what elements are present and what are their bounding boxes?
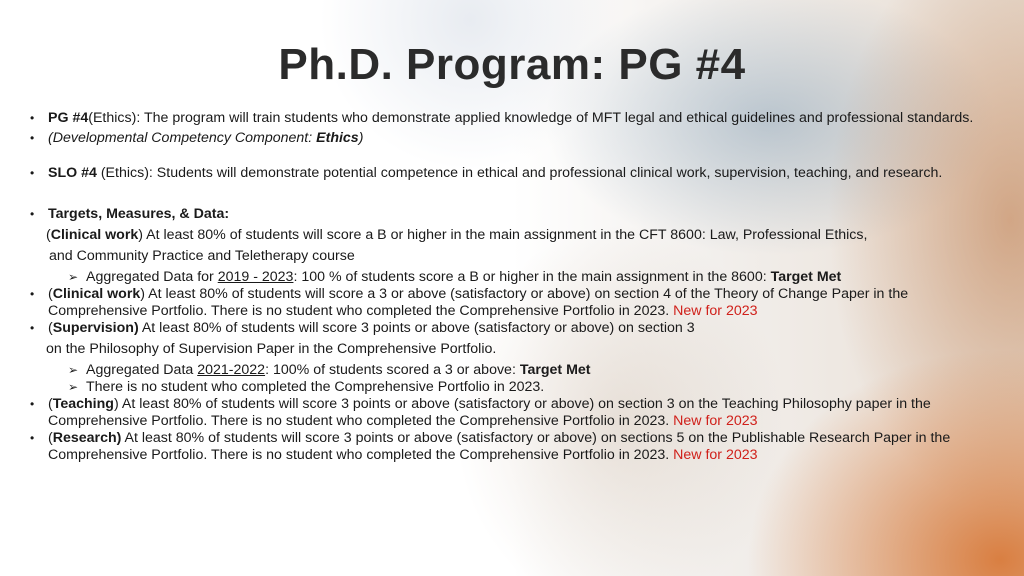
bullet-teaching: • (Teaching) At least 80% of students will score 3 points or above (satisfactory or above) on section 3 on the Teaching Philosophy paper in the Comprehensive Portfolio. There is no student who completed the Comprehensive Portfolio in 2023. New for 2023: [26, 396, 986, 430]
status-new-for-2023: New for 2023: [673, 447, 758, 463]
status-new-for-2023: New for 2023: [673, 413, 758, 429]
clinical-work-intro: (Clinical work) At least 80% of students will score a B or higher in the main assignment in the CFT 8600: Law, Professional Ethics,: [46, 227, 868, 243]
supervision-cont: on the Philosophy of Supervision Paper in the Comprehensive Portfolio.: [46, 341, 497, 357]
bullet-research: • (Research) At least 80% of students will score 3 points or above (satisfactory or above) on sections 5 on the Publishable Research Paper in the Comprehensive Portfolio. There is no student who completed the Comprehensive Portfolio in 2023. New for 2023: [26, 430, 986, 464]
arrow-bullet-icon: ➢: [68, 380, 79, 394]
bullet-slo4: • SLO #4 (Ethics): Students will demonstrate potential competence in ethical and professional clinical work, supervision, teaching, and research.: [26, 165, 986, 182]
bullet-pg4: • PG #4(Ethics): The program will train students who demonstrate applied knowledge of MFT legal and ethical guidelines and professional standards.: [26, 110, 986, 127]
supervision-note: ➢ There is no student who completed the Comprehensive Portfolio in 2023.: [68, 379, 545, 395]
slide-body: [26, 110, 986, 464]
bullet-supervision: • (Supervision) At least 80% of students will score 3 points or above (satisfactory or above) on section 3: [26, 320, 986, 337]
bullet-clinical-portfolio: • (Clinical work) At least 80% of students will score a 3 or above (satisfactory or above) on section 4 of the Theory of Change Paper in the Comprehensive Portfolio. There is no student who completed the Comprehensive Portfolio in 2023. New for 2023: [26, 286, 986, 320]
status-new-for-2023: New for 2023: [673, 303, 758, 319]
clinical-aggregated-data: ➢ Aggregated Data for 2019 - 2023: 100 % of students score a B or higher in the main assignment in the 8600: Target Met: [68, 269, 842, 285]
arrow-bullet-icon: ➢: [68, 363, 79, 377]
slide-title: Ph.D. Program: PG #4: [278, 40, 746, 89]
bullet-targets-heading: • Targets, Measures, & Data:: [26, 206, 986, 223]
clinical-work-intro-cont: and Community Practice and Teletherapy course: [49, 248, 355, 264]
bullet-component: • (Developmental Competency Component: Ethics): [26, 130, 986, 147]
supervision-aggregated-data: ➢ Aggregated Data 2021-2022: 100% of students scored a 3 or above: Target Met: [68, 362, 591, 378]
arrow-bullet-icon: ➢: [68, 270, 79, 284]
